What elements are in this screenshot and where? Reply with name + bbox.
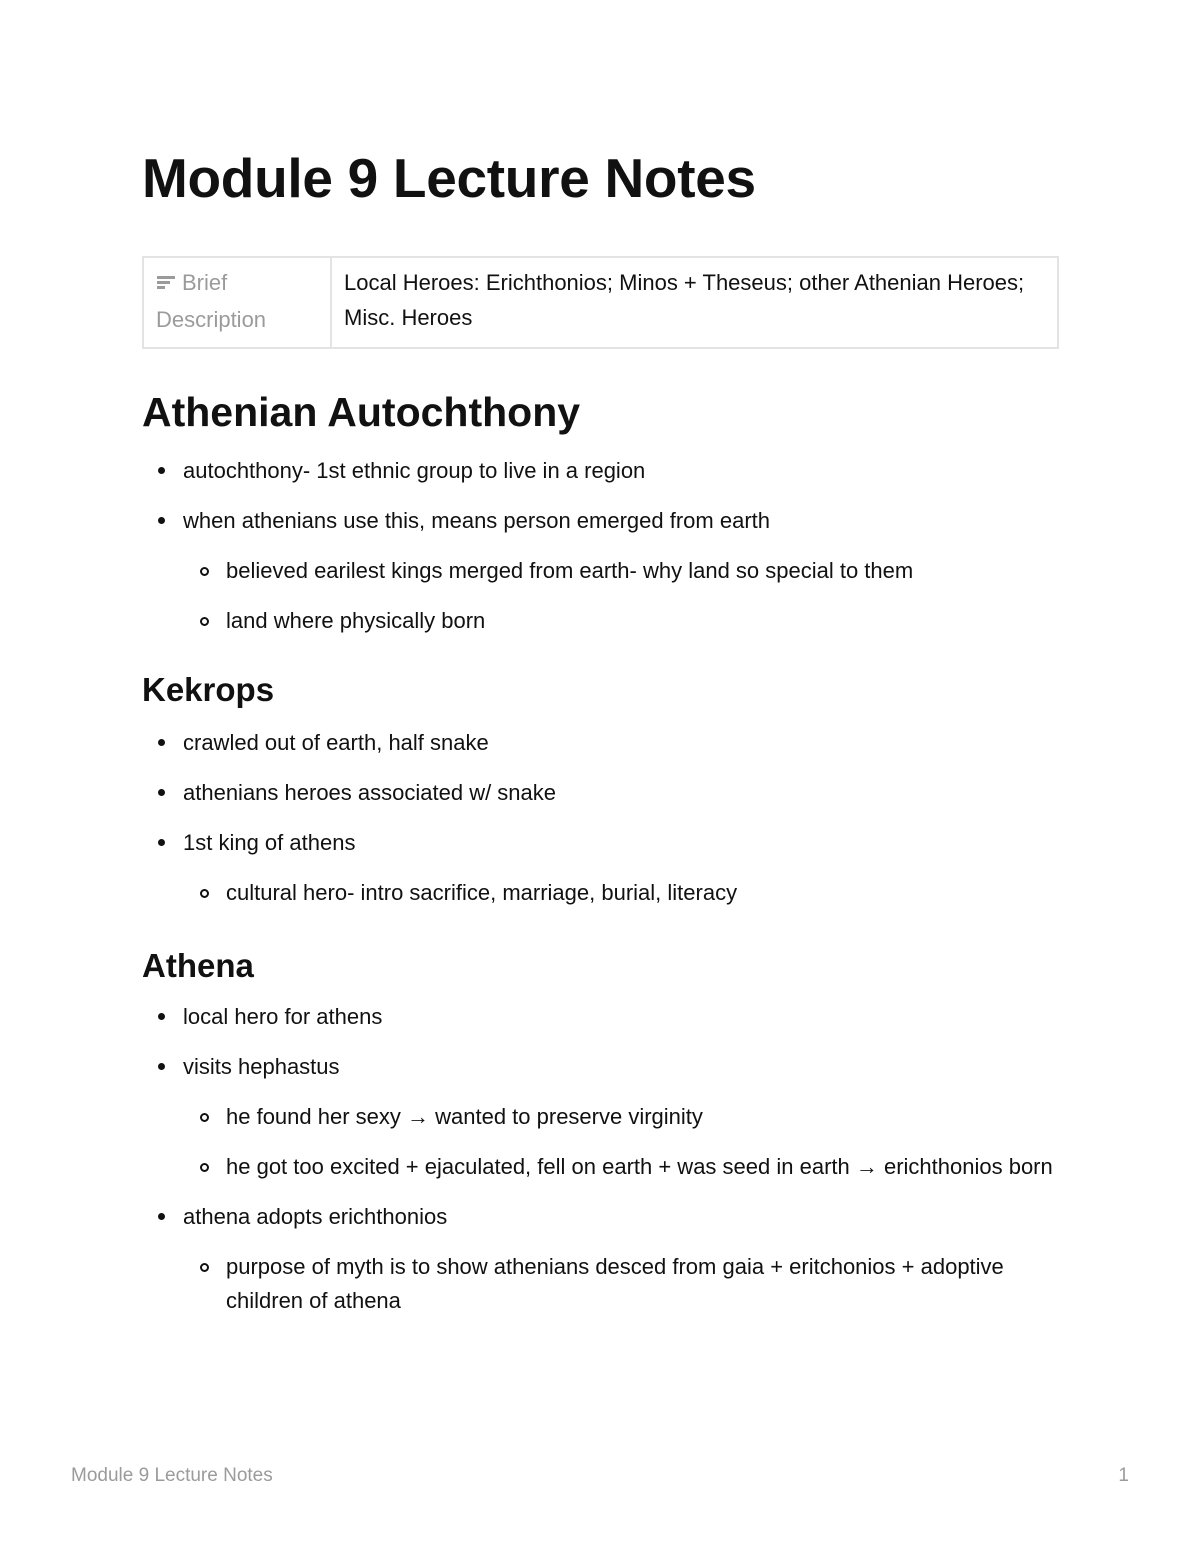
property-value: Local Heroes: Erichthonios; Minos + Theseus; other Athenian Heroes; Misc. Heroes: [331, 257, 1058, 348]
property-row: [143, 257, 1058, 348]
list-item: [142, 504, 1062, 538]
list-item: [142, 1000, 1062, 1034]
bullet-icon: [158, 1013, 165, 1020]
list-item: [142, 554, 1062, 588]
list-item: [142, 776, 1062, 810]
properties-table: [142, 256, 1059, 349]
list-item-text: visits hephastus: [183, 1054, 340, 1079]
list-item-text: cultural hero- intro sacrifice, marriage, burial, literacy: [226, 880, 738, 905]
footer-title: Module 9 Lecture Notes: [71, 1465, 273, 1486]
text-lines-icon: [156, 267, 176, 302]
hollow-bullet-icon: [200, 1263, 209, 1272]
bullet-icon: [158, 789, 165, 796]
section-heading-athena: Athena: [142, 947, 254, 984]
list-item: [142, 1050, 1062, 1084]
list-item: [142, 454, 1062, 488]
hollow-bullet-icon: [200, 889, 209, 898]
list-item: [142, 1150, 1062, 1184]
list-item-text: local hero for athens: [183, 1004, 383, 1029]
list-item-text: land where physically born: [226, 608, 486, 633]
list-item: [142, 876, 1062, 910]
section-heading-kekrops: Kekrops: [142, 671, 275, 708]
list-item-text: crawled out of earth, half snake: [183, 730, 489, 755]
list-item-text: autochthony- 1st ethnic group to live in a region: [183, 458, 646, 483]
list-item-text: athena adopts erichthonios: [183, 1204, 448, 1229]
hollow-bullet-icon: [200, 567, 209, 576]
page-title: Module 9 Lecture Notes: [142, 147, 756, 209]
hollow-bullet-icon: [200, 1113, 209, 1122]
bullet-icon: [158, 1063, 165, 1070]
list-item-text: 1st king of athens: [183, 830, 356, 855]
list-item: [142, 604, 1062, 638]
list-item-text: believed earilest kings merged from earth- why land so special to them: [226, 558, 914, 583]
bullet-list: [142, 726, 1062, 910]
hollow-bullet-icon: [200, 1163, 209, 1172]
list-item-text: purpose of myth is to show athenians desced from gaia + eritchonios + adoptive children of athena: [226, 1254, 1004, 1313]
property-label: Brief Description: [156, 270, 267, 332]
bullet-icon: [158, 517, 165, 524]
list-item-text: he found her sexy → wanted to preserve virginity: [226, 1104, 703, 1129]
bullet-icon: [158, 467, 165, 474]
bullet-list: [142, 1000, 1062, 1318]
property-key: [143, 257, 331, 348]
hollow-bullet-icon: [200, 617, 209, 626]
page-number: 1: [1118, 1465, 1129, 1486]
list-item-text: when athenians use this, means person emerged from earth: [183, 508, 770, 533]
list-item: [142, 726, 1062, 760]
bullet-icon: [158, 739, 165, 746]
list-item: [142, 1100, 1062, 1134]
section-heading-athenian-autochthony: Athenian Autochthony: [142, 389, 581, 435]
bullet-icon: [158, 1213, 165, 1220]
list-item: [142, 1200, 1062, 1234]
list-item-text: he got too excited + ejaculated, fell on earth + was seed in earth → erichthonios born: [226, 1154, 1053, 1179]
list-item-text: athenians heroes associated w/ snake: [183, 780, 557, 805]
list-item: [142, 826, 1062, 860]
bullet-list: [142, 454, 1062, 638]
list-item: [142, 1250, 1062, 1318]
bullet-icon: [158, 839, 165, 846]
